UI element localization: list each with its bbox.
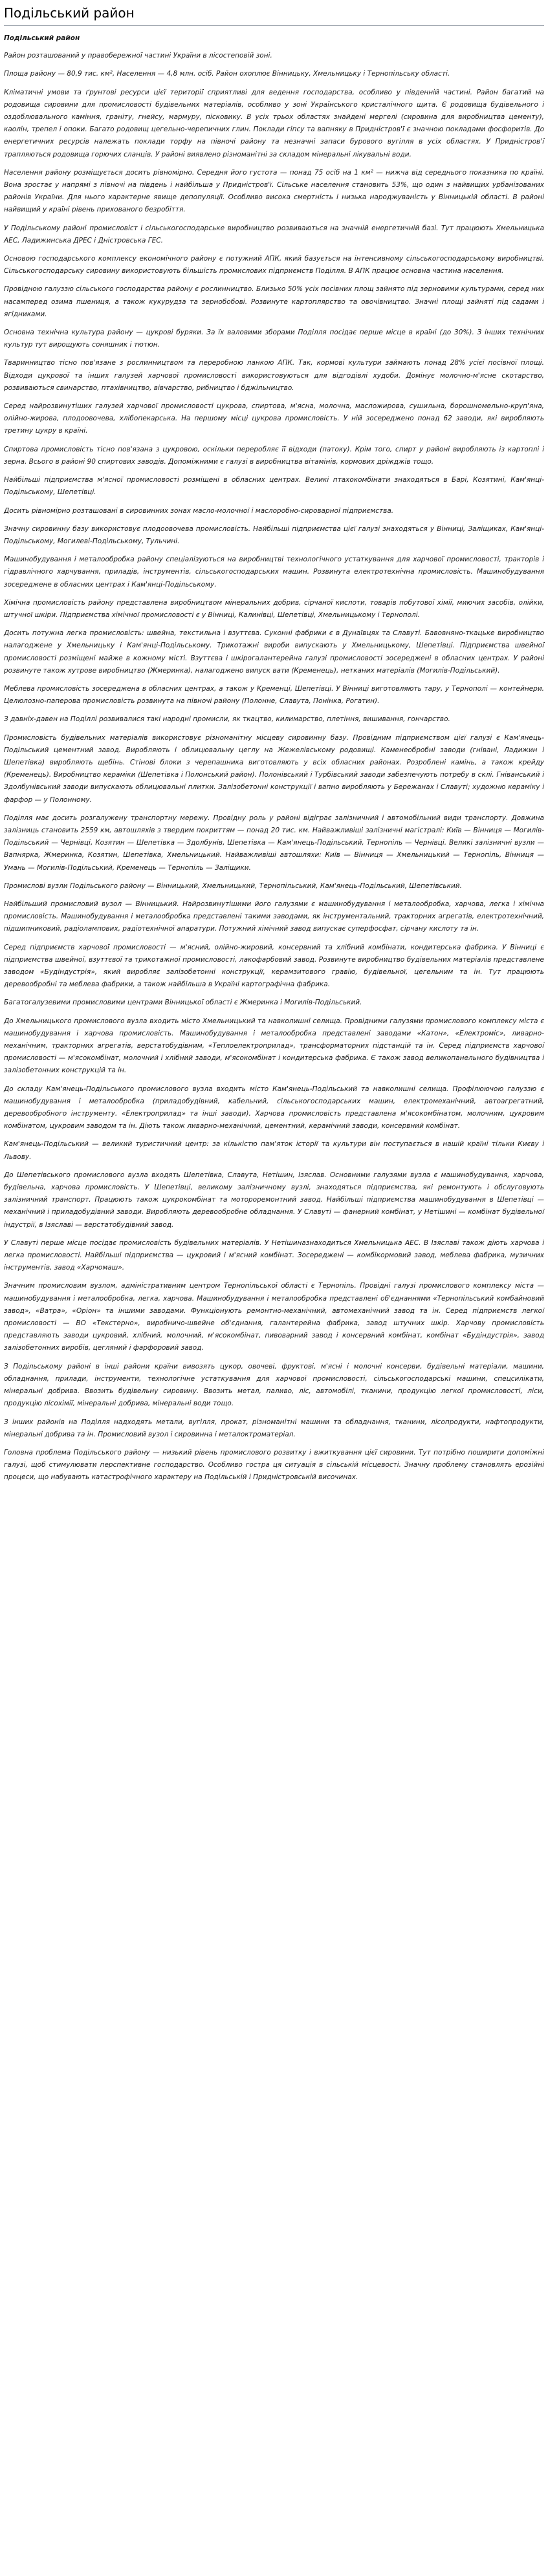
paragraph: З інших районів на Поділля надходять метали, вугілля, прокат, різноманітні машини та обладнання, тканини, лісопродукти, нафтопродукти, мінеральні добрива та ін. Промисловий вузол і сировинна і металоктроматеріал. [4, 1418, 544, 1438]
article-body [4, 32, 544, 1484]
paragraph: Спиртова промисловість тісно пов'язана з цукровою, оскільки переробляє її відходи (патоку). Крім того, спирт у районі виробляють із картоплі і зерна. Всього в районі 90 спиртових заводів. Допоміжними є галузі в виробництва вітамінів, кормових дріжджів тощо. [4, 445, 544, 466]
paragraph: До складу Кам'янець-Подільського промислового вузла входить місто Кам'янець-Подільський та навколишні селища. Профілюючою галуззю є машинобудування і металообробка (приладобудівний, кабельний, сільськогосподарських машин, електромеханічний, автоагрегатний, деревообробного інструменту. «Електроприлад» та інші заводи). Харчова промисловість представлена м'ясокомбінатом, молочним, цукровим комбінатом, цукровим заводом та ін. Діють також ливарно-механічний, цементний, керамічний заводи, консервний комбінат. [4, 1085, 544, 1131]
paragraph: Кам'янець-Подільський — великий туристичний центр: за кількістю пам'яток історії та культури він поступається в нашій країні тільки Києву і Львову. [4, 1140, 544, 1161]
paragraph: У Славуті перше місце посідає промисловість будівельних матеріалів. У Нетішиназнаходиться Хмельницька АЕС. В Ізяславі також діють харчова і легка промисловості. Найбільші підприємства — цукровий і м'ясний комбінат. Зосереджені — комбікормовий завод, меблева фабрика, музичних інструментів, завод «Харчомаш». [4, 1239, 544, 1272]
paragraph: Площа району — 80,9 тис. км², Населення — 4,8 млн. осіб. Район охоплює Вінницьку, Хмельницьку і Тернопільську області. [4, 70, 450, 78]
paragraph: Хімічна промисловість району представлена виробництвом мінеральних добрив, сірчаної кислоти, товарів побутової хімії, миючих засобів, олійки, штучної шкіри. Підприємства хімічної промисловості є у Вінниці, Калинівці, Шепетівці, Хмельницькому і Тернополі. [4, 598, 544, 619]
paragraph: З Подільському районі в інші райони країни вивозять цукор, овочеві, фруктові, м'ясні і молочні консерви, будівельні матеріали, машини, обладнання, прилади, інструменти, технологічне устаткування для харчової промисловості, сільськогосподарські машини, спецсилікати, мінеральні добрива. Ввозить будівельну сировину. Ввозить метал, паливо, ліс, автомобілі, тканини, продукцію легкої промисловості, ліси, продукцію лісохімії, мінеральні добрива, мінеральні води тощо. [4, 1362, 544, 1408]
paragraph: Основна технічна культура району — цукрові буряки. За їх валовими зборами Поділля посідає перше місце в країні (до 30%). З інших технічних культур тут вирощують соняшник і тютюн. [4, 329, 544, 349]
paragraph: Значним промисловим вузлом, адміністративним центром Тернопільської області є Тернопіль. Провідні галузі промислового комплексу міста — машинобудування і металообробка, легка, харчова. Машинобудування і металообробка представлені об'єднаннями «Тернопільський комбайновий завод», «Ватра», «Оріон» та іншими заводами. Функціонують ремонтно-механічний, автомеханічний завод та ін. Серед підприємств легкої промисловості — ВО «Текстерно», виробничо-швейне об'єднання, галантерейна фабрика, завод штучних шкір. Харчову промисловість представляють заводи цукровий, хлібний, молочний, м'ясокомбінат, пивоварний завод і консервний комбінат, комбінат «Будіндустрія», завод залізобетонних виробів, цегляний і фарфоровий завод. [4, 1282, 544, 1352]
paragraph: Значну сировинну базу використовує плодоовочева промисловість. Найбільші підприємства цієї галузі знаходяться у Вінниці, Заліщиках, Кам'янці-Подільському, Могилеві-Подільському, Тульчині. [4, 525, 544, 545]
paragraph: Тваринництво тісно пов'язане з рослинництвом та переробною ланкою АПК. Так, кормові культури займають понад 28% усієї посівної площі. Відходи цукрової та інших галузей харчової промисловості використовуються для відгодівлі худоби. Домінує молочно-м'ясне скотарство, розвиваються свинарство, птахівництво, вівчарство, рибництво і бджільництво. [4, 359, 544, 392]
paragraph: З давніх-давен на Поділлі розвивалися такі народні промисли, як ткацтво, килимарство, плетіння, вишивання, гончарство. [4, 715, 450, 724]
paragraph: Головна проблема Подільського району — низький рівень промислового розвитку і вжиткування цієї сировини. Тут потрібно поширити допоміжні галузі, щоб стимулювати перспективне господарство. Особливо гостра ця ситуація в сільській місцевості. Значну проблему становлять ерозійні процеси, що набувають катастрофічного характеру на Подільській і Придністровській височинах. [4, 1448, 544, 1482]
section-subtitle: Подільський район [4, 34, 80, 42]
paragraph: Найбільший промисловий вузол — Вінницький. Найрозвинутішими його галузями є машинобудування і металообробка, харчова, легка і хімічна промисловість. Машинобудування і металообробка представлені такими заводами, як інструментальний, тракторних агрегатів, електротехнічний, підшипниковий, радіолампових, радіотехнічної апаратури. Потужний хімічний завод випускає суперфосфат, сірчану кислоту та ін. [4, 900, 544, 933]
title-divider [4, 25, 544, 26]
paragraph: Найбільші підприємства м'ясної промисловості розміщені в обласних центрах. Великі птахокомбінати знаходяться в Барі, Козятині, Кам'янці-Подільському, Шепетівці. [4, 476, 544, 497]
paragraph: До Хмельницького промислового вузла входить місто Хмельницький та навколишні селища. Провідними галузями промислового комплексу міста є машинобудування і харчова промисловість. Машинобудування і металообробка представлені заводами «Катон», «Електроміс», ливарно-механічним, тракторних агрегатів, верстатобудівним, «Теплоелектроприлад», трансформаторних підстанцій та ін. Серед підприємств харчової промисловості — м'ясокомбінат, молочний і хлібний заводи, м'ясокомбінат і кондитерська фабрика. Є також завод великопанельного будівництва і залізобетонних конструкцій та ін. [4, 1017, 544, 1075]
paragraph-list [4, 50, 544, 1484]
page-title: Подільський район [4, 5, 135, 21]
paragraph: Меблева промисловість зосереджена в обласних центрах, а також у Кременці, Шепетівці. У Вінниці виготовляють тару, у Тернополі — контейнери. Целюлозно-паперова промисловість розвинута на півночі району (Полонне, Славута, Понінка, Рогатин). [4, 684, 544, 706]
paragraph: Промисловість будівельних матеріалів використовує різноманітну місцеву сировинну базу. Провідним підприємством цієї галузі є Кам'янець-Подільський цементний завод. Виробляють і облицювальну цеглу на Жежелівському родовищі. Каменеобробні заводи (гнівані, Ладижин і Шепетівка) виробляють щебінь. Стінові блоки з черепашника виготовляють у всіх обласних районах. Розроблені камінь, а також крейду (Кременець). Виробництво кераміки (Шепетівка і Полонський район). Полонівський і Турбівський заводи забезпечують потребу в склі. Гніванський і Здолбунівський заводи випускають облицювальні плитки. Залізобетонні конструкції і вапно виробляють у Бережанах і Славуті; художню кераміку і фарфор — у Полонному. [4, 733, 544, 804]
paragraph: Досить потужна легка промисловість: швейна, текстильна і взуттєва. Суконні фабрики є в Дунаївцях та Славуті. Бавовняно-ткацьке виробництво налагоджене у Хмельницьку і Кам'янці-Подільському. Трикотажні вироби випускають у Хмельницькому, Шепетівці. Підприємства швейної промисловості розміщені майже в кожному місті. Взуттєва і шкірогалантерейна галузі промисловості зосереджені в обласних центрах. У районі розвинуте також хутрове виробництво (Жмеринка), налагоджено випуск вати (Кременець), нетканих матеріалів (Могилів-Подільський). [4, 629, 544, 675]
paragraph: Машинобудування і металообробка району спеціалізуються на виробництві технологічного устаткування для харчової промисловості, тракторів і гідравлічного харчування, приладів, інструментів, сільськогосподарських машин. Розвинута електротехнічна промисловість. Машинобудування зосереджене в обласних центрах і Кам'янці-Подільському. [4, 556, 544, 589]
paragraph: Район розташований у правобережної частині України в лісостеповій зоні. [4, 52, 272, 60]
paragraph: Серед підприємств харчової промисловості — м'ясний, олійно-жировий, консервний та хлібний комбінати, кондитерська фабрика. У Вінниці є підприємства швейної, взуттєвої та трикотажної промисловості, лакофарбовий завод. Розвинуте виробництво будівельних матеріалів представлене заводом «Будіндустрія», який виробляє залізобетонні конструкції, керамзитового гравію, будівельної, цегельним та ін. Тут працюють деревообробні та меблева фабрики, а також найбільша в Україні картографічна фабрика. [4, 943, 544, 989]
paragraph: У Подільському районі промисловіст і сільськогосподарське виробництво розвиваються на значній енергетичній базі. Тут працюють Хмельницька АЕС, Ладижинська ДРЕС і Дністровська ГЕС. [4, 224, 544, 244]
document-page [0, 5, 548, 1484]
paragraph: Провідною галуззю сільського господарства району є рослинництво. Близько 50% усіх посівних площ зайнято під зерновими культурами, серед них насамперед озима пшениця, а також кукурудза та зернобобові. Розвинуте картоплярство та овочівництво. Значні площі зайняті під садами і ягідниками. [4, 285, 544, 318]
paragraph: До Шепетівського промислового вузла входять Шепетівка, Славута, Нетішин, Ізяслав. Основними галузями вузла є машинобудування, харчова, будівельна, харчова промисловість. У Шепетівці, великому залізничному вузлі, знаходяться підприємства, які ремонтують і обслуговують залізничний транспорт. Працюють також цукрокомбінат та мотороремонтний завод. Найбільші підприємства машинобудування в Шепетівці — механічний і приладобудівний заводи. Виробляють деревообробне обладнання. У Славуті — фанерний комбінат, у Нетішині — комбінат будівельної індустрії, в Ізяславі — верстатобудівний завод. [4, 1171, 544, 1229]
paragraph: Кліматичні умови та ґрунтові ресурси цієї території сприятливі для ведення господарства, особливо у південній частині. Район багатий на родовища сировини для промисловості будівельних матеріалів, особливо у зоні Українського кристалічного щита. Є родовища будівельного і оздоблювального каміння, граніту, гнейсу, мармуру, пісковику. В усіх трьох областях знайдені мергелі (сировина для виробництва цементу), каолін, трепел і опоки. Багато родовищ цегельно-черепичних глин. Поклади гіпсу та вапняку в Придністров'ї є значною покладами фосфоритів. До енергетичних ресурсів належать поклади торфу на півночі району та незначні запаси бурового вугілля в усіх областях. У Придністров'ї трапляються родовища горючих сланців. У районі виявлено різноманітні за складом мінеральні лікувальні води. [4, 88, 544, 158]
paragraph: Серед найрозвинутіших галузей харчової промисловості цукрова, спиртова, м'ясна, молочна, масложирова, сушильна, борошномельно-круп'яна, олійно-жирова, плодоовочева, хлібопекарська. На першому місці цукрова промисловість. У ній зосереджено понад 62 заводи, які виробляють третину цукру в країні. [4, 402, 544, 435]
paragraph: Досить рівномірно розташовані в сировинних зонах масло-молочної і маслоробно-сироварної підприємства. [4, 506, 394, 515]
paragraph: Багатогалузевими промисловими центрами Вінницької області є Жмеринка і Могилів-Подільський. [4, 999, 362, 1007]
paragraph: Населення району розміщується досить рівномірно. Середня його густота — понад 75 осіб на 1 км² — нижча від середнього показника по країні. Вона зростає у напрямі з півночі на південь і найбільша у Придністров'ї. Сільське населення становить 53%, що один з найвищих урбанізованих районів України. Для нього характерне явище депопуляції. Особливо висока смертність і низька народжуваність у Вінницькій області. В районі найвищий у країні рівень прихованого безробіття. [4, 168, 544, 214]
paragraph: Поділля має досить розгалужену транспортну мережу. Провідну роль у районі відіграє залізничний і автомобільний види транспорту. Довжина залізниць становить 2559 км, автошляхів з твердим покриттям — понад 20 тис. км. Найважливіші залізничні магістралі: Київ — Вінниця — Могилів-Подільський — Чернівці, Козятин — Шепетівка — Здолбунів, Шепетівка — Кам'янець-Подільський, Тернопіль — Чернівці. Великі залізничні вузли — Вапнярка, Жмеринка, Козятин, Шепетівка, Хмельницький. Найважливіші автошляхи: Київ — Вінниця — Хмельницький — Тернопіль, Вінниця — Умань — Могилів-Подільський, Кременець — Тернопіль — Заліщики. [4, 814, 544, 872]
paragraph: Основою господарського комплексу економічного району є потужний АПК, який базується на інтенсивному сільськогосподарському виробництві. Сільськогосподарську сировину використовують більшість промислових підприємств Поділля. В АПК працює основна частина населення. [4, 255, 544, 276]
paragraph: Промислові вузли Подільського району — Вінницький, Хмельницький, Тернопільський, Кам'янець-Подільський, Шепетівський. [4, 882, 462, 890]
